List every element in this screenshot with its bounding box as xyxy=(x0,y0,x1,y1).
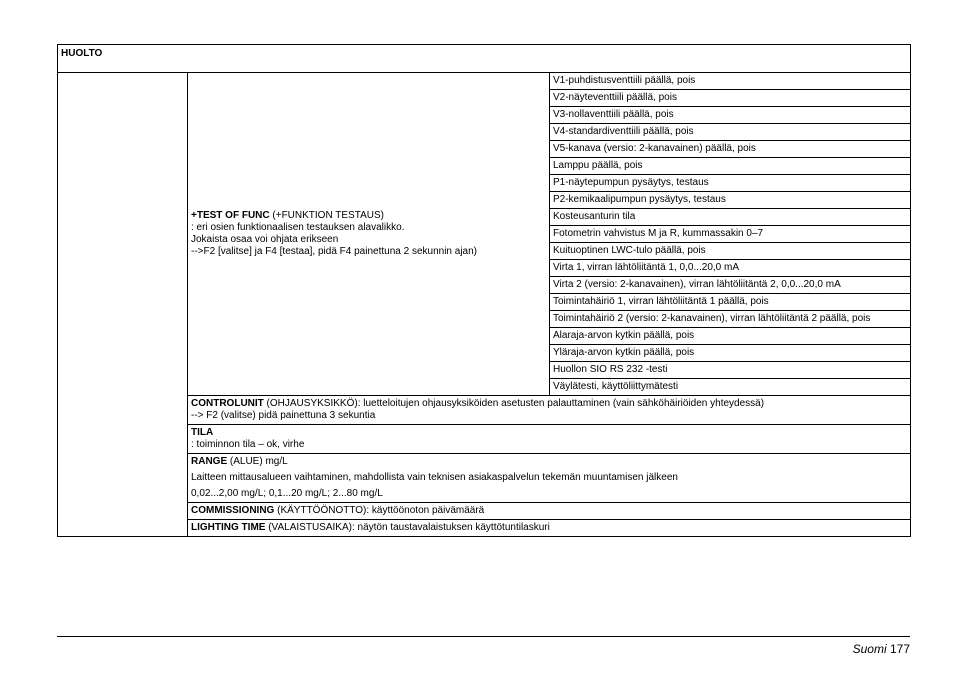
controlunit-title-rest: (OHJAUSYKSIKKÖ): luetteloitujen ohjausyksiköiden asetusten palauttaminen (vain sähköhäiriöiden yhteydessä) xyxy=(263,398,765,409)
section-title: HUOLTO xyxy=(58,45,911,73)
test-func-item: P1-näytepumpun pysäytys, testaus xyxy=(550,175,911,192)
controlunit-instruction: --> F2 (valitse) pidä painettuna 3 sekuntia xyxy=(191,410,376,421)
test-func-item: Alaraja-arvon kytkin päällä, pois xyxy=(550,328,911,345)
test-func-line: -->F2 [valitse] ja F4 [testaa], pidä F4 painettuna 2 sekunnin ajan) xyxy=(191,246,477,257)
range-title: RANGE xyxy=(191,456,228,467)
test-func-item: V4-standardiventtiili päällä, pois xyxy=(550,124,911,141)
test-func-item: Kosteusanturin tila xyxy=(550,209,911,226)
test-func-line: Jokaista osaa voi ohjata erikseen xyxy=(191,234,339,245)
page-footer xyxy=(853,642,910,656)
commissioning-title-rest: (KÄYTTÖÖNOTTO): käyttöönoton päivämäärä xyxy=(274,505,485,516)
test-func-item: V1-puhdistusventtiili päällä, pois xyxy=(550,73,911,90)
test-func-title-rest: (+FUNKTION TESTAUS) xyxy=(269,210,384,221)
left-empty-column xyxy=(58,73,188,537)
range-description: Laitteen mittausalueen vaihtaminen, mahdollista vain teknisen asiakaspalvelun tekemän muuntamisen jälkeen xyxy=(191,472,678,483)
test-func-item: V3-nollaventtiili päällä, pois xyxy=(550,107,911,124)
test-func-item: V2-näyteventtiili päällä, pois xyxy=(550,90,911,107)
controlunit-title: CONTROLUNIT xyxy=(191,398,264,409)
test-func-item: P2-kemikaalipumpun pysäytys, testaus xyxy=(550,192,911,209)
lighting-time-entry xyxy=(188,520,911,537)
test-func-item: Lamppu päällä, pois xyxy=(550,158,911,175)
tila-title: TILA xyxy=(191,427,214,438)
tila-description: : toiminnon tila – ok, virhe xyxy=(191,439,305,450)
footer-language: Suomi xyxy=(852,642,887,656)
range-title-rest: (ALUE) mg/L xyxy=(227,456,288,467)
test-func-item: Fotometrin vahvistus M ja R, kummassakin 0–7 xyxy=(550,226,911,243)
test-func-item: Väylätesti, käyttöliittymätesti xyxy=(550,379,911,396)
maintenance-menu-table xyxy=(57,44,910,537)
test-func-item: Yläraja-arvon kytkin päällä, pois xyxy=(550,345,911,362)
test-func-item: Toimintahäiriö 2 (versio: 2-kanavainen), virran lähtöliitäntä 2 päällä, pois xyxy=(550,311,911,328)
lighting-time-title-rest: (VALAISTUSAIKA): näytön taustavalaistuksen käyttötuntilaskuri xyxy=(265,522,550,533)
footer-rule xyxy=(57,636,910,637)
test-func-description xyxy=(188,73,550,396)
test-func-item: Toimintahäiriö 1, virran lähtöliitäntä 1 päällä, pois xyxy=(550,294,911,311)
controlunit-entry xyxy=(188,396,911,425)
tila-entry xyxy=(188,425,911,454)
test-func-line: : eri osien funktionaalisen testauksen alavalikko. xyxy=(191,222,405,233)
commissioning-title: COMMISSIONING xyxy=(191,505,275,516)
lighting-time-title: LIGHTING TIME xyxy=(191,522,266,533)
test-func-item: Virta 2 (versio: 2-kanavainen), virran lähtöliitäntä 2, 0,0...20,0 mA xyxy=(550,277,911,294)
test-func-item: Huollon SIO RS 232 -testi xyxy=(550,362,911,379)
page-number: 177 xyxy=(889,642,910,656)
range-values: 0,02...2,00 mg/L; 0,1...20 mg/L; 2...80 mg/L xyxy=(191,488,383,499)
test-func-item: V5-kanava (versio: 2-kanavainen) päällä, pois xyxy=(550,141,911,158)
test-func-item: Kuituoptinen LWC-tulo päällä, pois xyxy=(550,243,911,260)
range-entry xyxy=(188,454,911,503)
commissioning-entry xyxy=(188,503,911,520)
test-func-item: Virta 1, virran lähtöliitäntä 1, 0,0...20,0 mA xyxy=(550,260,911,277)
test-func-title: +TEST OF FUNC xyxy=(191,210,270,221)
